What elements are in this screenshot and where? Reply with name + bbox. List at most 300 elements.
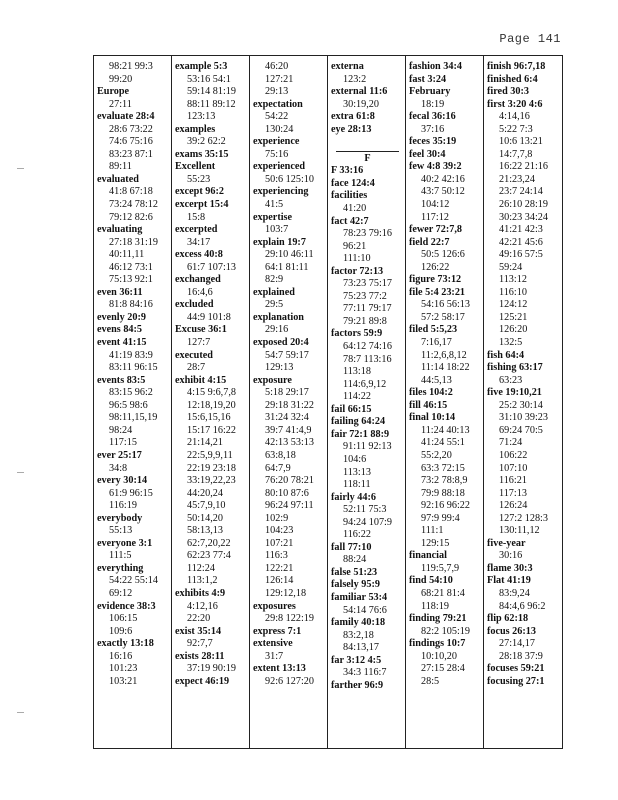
index-reference: 40:2 42:16 [421, 173, 465, 185]
index-reference: 119:5,7,9 [421, 562, 460, 574]
index-reference: 102:9 [265, 512, 289, 524]
index-reference: 28:6 73:22 [109, 123, 153, 135]
index-reference: 73:2 78:8,9 [421, 475, 468, 487]
index-term: exposure [253, 374, 292, 386]
index-reference: 94:24 107:9 [343, 516, 392, 528]
index-reference: 7:16,17 [421, 337, 452, 349]
index-term: face 124:4 [331, 177, 375, 189]
index-reference: 111:1 [421, 525, 444, 537]
index-term: Excuse 36:1 [175, 324, 227, 336]
index-reference: 83:15 96:2 [109, 387, 153, 399]
index-reference: 41:20 [343, 203, 367, 215]
index-term: focus 26:13 [487, 625, 536, 637]
index-column [406, 56, 484, 748]
index-term: except 96:2 [175, 186, 224, 198]
index-term: fair 72:1 88:9 [331, 428, 390, 440]
index-reference: 62:23 77:4 [187, 550, 231, 562]
index-term: fairly 44:6 [331, 491, 376, 503]
index-reference: 114:6,9,12 [343, 378, 387, 390]
index-term: final 10:14 [409, 412, 456, 424]
index-term: fail 66:15 [331, 403, 372, 415]
index-reference: 126:24 [499, 500, 528, 512]
index-term: Flat 41:19 [487, 575, 531, 587]
index-reference: 44:20,24 [187, 487, 223, 499]
index-term: exist 35:14 [175, 625, 222, 637]
index-reference: 81:8 84:16 [109, 299, 153, 311]
index-reference: 22:19 23:18 [187, 462, 236, 474]
index-term: focusing 27:1 [487, 675, 545, 687]
index-term: first 3:20 4:6 [487, 98, 543, 110]
index-reference: 79:21 89:8 [343, 315, 387, 327]
index-term: external 11:6 [331, 86, 388, 98]
index-term: exists 28:11 [175, 650, 225, 662]
index-reference: 45:7,9,10 [187, 500, 226, 512]
index-term: example 5:3 [175, 61, 228, 72]
index-term: feces 35:19 [409, 136, 457, 148]
index-reference: 73:24 78:12 [109, 199, 158, 211]
index-reference: 69:24 70:5 [499, 424, 543, 436]
index-column [328, 56, 406, 748]
index-reference: 43:7 50:12 [421, 186, 465, 198]
index-reference: 29:13 [265, 86, 289, 98]
punch-hole-mark [17, 168, 24, 169]
index-reference: 15:17 16:22 [187, 424, 236, 436]
index-term: factor 72:13 [331, 265, 384, 277]
index-reference: 40:11,11 [109, 249, 145, 261]
index-term: falsely 95:9 [331, 579, 380, 591]
index-reference: 34:17 [187, 236, 211, 248]
index-reference: 78:7 113:16 [343, 353, 392, 365]
index-reference: 106:15 [109, 613, 138, 625]
index-term: evenly 20:9 [97, 311, 146, 323]
index-reference: 25:2 30:14 [499, 399, 543, 411]
index-reference: 116:19 [109, 500, 137, 512]
index-term: explanation [253, 311, 304, 323]
index-reference: 88:11 89:12 [187, 98, 236, 110]
index-reference: 46:20 [265, 61, 289, 72]
index-reference: 126:14 [265, 575, 294, 587]
index-reference: 88:24 [343, 554, 367, 566]
index-reference: 118:19 [421, 600, 449, 612]
index-reference: 71:24 [499, 437, 523, 449]
index-reference: 11:14 18:22 [421, 362, 470, 374]
index-term: fact 42:7 [331, 215, 369, 227]
index-reference: 78:23 79:16 [343, 228, 392, 240]
index-term: executed [175, 349, 213, 361]
index-reference: 29:16 [265, 324, 289, 336]
index-reference: 126:22 [421, 261, 450, 273]
index-term: exactly 13:18 [97, 638, 154, 650]
index-reference: 29:8 122:19 [265, 613, 314, 625]
index-reference: 44:9 101:8 [187, 311, 231, 323]
index-reference: 16:4,6 [187, 286, 213, 298]
index-reference: 79:12 82:6 [109, 211, 153, 223]
index-reference: 83:11 96:15 [109, 362, 158, 374]
index-reference: 98:24 [109, 424, 133, 436]
index-reference: 82:9 [265, 274, 284, 286]
index-reference: 130:11,12 [499, 525, 540, 537]
index-reference: 27:14,17 [499, 638, 535, 650]
index-term: everything [97, 562, 144, 574]
index-reference: 103:21 [109, 675, 138, 687]
index-term: evens 84:5 [97, 324, 142, 336]
index-reference: 21:14,21 [187, 437, 223, 449]
index-reference: 42:21 45:6 [499, 236, 543, 248]
index-term: evaluate 28:4 [97, 111, 155, 123]
index-reference: 54:16 56:13 [421, 299, 470, 311]
index-reference: 52:11 75:3 [343, 504, 387, 516]
index-reference: 80:10 87:6 [265, 487, 309, 499]
index-term: exchanged [175, 274, 221, 286]
index-reference: 57:2 58:17 [421, 311, 465, 323]
index-reference: 49:16 57:5 [499, 249, 543, 261]
index-reference: 111:5 [109, 550, 132, 562]
index-reference: 113:13 [343, 466, 371, 478]
index-reference: 112:24 [187, 562, 215, 574]
index-reference: 41:24 55:1 [421, 437, 465, 449]
index-reference: 63:23 [499, 374, 523, 386]
index-reference: 83:23 87:1 [109, 148, 153, 160]
index-term: far 3:12 4:5 [331, 654, 382, 666]
index-reference: 75:23 77:2 [343, 290, 387, 302]
index-reference: 50:6 125:10 [265, 173, 314, 185]
index-reference: 123:2 [343, 73, 367, 85]
index-reference: 54:14 76:6 [343, 604, 387, 616]
index-reference: 113:12 [499, 274, 527, 286]
index-reference: 55:23 [187, 173, 211, 185]
index-reference: 10:10,20 [421, 650, 457, 662]
index-term: Excellent [175, 161, 216, 173]
index-reference: 116:21 [499, 475, 527, 487]
index-term: extensive [253, 638, 293, 650]
index-reference: 5:18 29:17 [265, 387, 309, 399]
index-reference: 126:20 [499, 324, 528, 336]
index-reference: 64:12 74:16 [343, 341, 392, 353]
index-reference: 26:10 28:19 [499, 199, 548, 211]
index-term: factors 59:9 [331, 328, 383, 340]
index-reference: 118:11 [343, 479, 371, 491]
index-reference: 113:1,2 [187, 575, 218, 587]
index-reference: 16:16 [109, 650, 133, 662]
index-term: explained [253, 286, 295, 298]
index-term: excluded [175, 299, 214, 311]
index-term: extra 61:8 [331, 111, 375, 123]
index-reference: 44:5,13 [421, 374, 452, 386]
index-term: fishing 63:17 [487, 362, 543, 374]
index-reference: 21:23,24 [499, 173, 535, 185]
index-reference: 39:2 62:2 [187, 136, 226, 148]
index-reference: 37:16 [421, 123, 445, 135]
index-reference: 92:7,7 [187, 638, 213, 650]
index-reference: 34:8 [109, 462, 128, 474]
index-term: extent 13:13 [253, 663, 306, 675]
index-reference: 104:6 [343, 453, 367, 465]
index-reference: 33:19,22,23 [187, 475, 236, 487]
index-reference: 117:13 [499, 487, 527, 499]
index-term: evidence 38:3 [97, 600, 156, 612]
index-reference: 34:3 116:7 [343, 667, 387, 679]
index-reference: 15:8 [187, 211, 206, 223]
index-reference: 129:13 [265, 362, 294, 374]
index-reference: 53:16 54:1 [187, 73, 231, 85]
index-reference: 116:22 [343, 529, 371, 541]
index-reference: 31:24 32:4 [265, 412, 309, 424]
index-reference: 14:7,7,8 [499, 148, 533, 160]
index-reference: 30:19,20 [343, 98, 379, 110]
index-term: evaluating [97, 224, 143, 236]
index-reference [330, 136, 405, 149]
index-reference: 79:9 88:18 [421, 487, 465, 499]
index-term: even 36:11 [97, 286, 143, 298]
index-reference: 29:18 31:22 [265, 399, 314, 411]
index-reference: 116:3 [265, 550, 288, 562]
index-term: fashion 34:4 [409, 61, 462, 72]
index-reference: 27:11 [109, 98, 132, 110]
index-column [484, 56, 562, 748]
index-reference: 96:5 98:6 [109, 399, 148, 411]
index-reference: 41:21 42:3 [499, 224, 543, 236]
index-reference: 123:13 [187, 111, 216, 123]
index-term: everybody [97, 512, 143, 524]
index-reference: 92:16 96:22 [421, 500, 470, 512]
index-reference: 109:6 [109, 625, 133, 637]
index-term: finish 96:7,18 [487, 61, 546, 72]
index-term: figure 73:12 [409, 274, 462, 286]
index-term: event 41:15 [97, 337, 147, 349]
index-term: filed 5:5,23 [409, 324, 458, 336]
index-reference: 83:2,18 [343, 629, 374, 641]
index-column [172, 56, 250, 748]
index-term: field 22:7 [409, 236, 450, 248]
index-term: February [409, 86, 451, 98]
index-reference: 113:18 [343, 366, 371, 378]
index-term: eye 28:13 [331, 123, 372, 135]
index-reference: 125:21 [499, 311, 528, 323]
index-term: file 5:4 23:21 [409, 286, 466, 298]
index-term: excerpted [175, 224, 218, 236]
index-term: five-year [487, 537, 526, 549]
index-reference: 76:20 78:21 [265, 475, 314, 487]
index-reference: 73:23 75:17 [343, 278, 392, 290]
index-term: excess 40:8 [175, 249, 223, 261]
index-reference: 58:13,13 [187, 525, 223, 537]
index-reference: 107:21 [265, 537, 294, 549]
index-term: family 40:18 [331, 617, 386, 629]
index-reference: 99:20 [109, 73, 133, 85]
index-reference: 69:12 [109, 587, 133, 599]
index-reference: 31:7 [265, 650, 284, 662]
index-reference: 28:18 37:9 [499, 650, 543, 662]
index-reference: 61:7 107:13 [187, 261, 236, 273]
index-term: finding 79:21 [409, 613, 467, 625]
index-reference: 127:2 128:3 [499, 512, 548, 524]
index-term: examples [175, 123, 216, 135]
page-number-header: Page 141 [499, 32, 561, 46]
index-reference: 89:11 [109, 161, 132, 173]
index-term: fish 64:4 [487, 349, 525, 361]
index-reference: 77:11 79:17 [343, 303, 392, 315]
index-term: experiencing [253, 186, 309, 198]
index-term: exposures [253, 600, 296, 612]
index-reference: 37:19 90:19 [187, 663, 236, 675]
index-reference: 63:3 72:15 [421, 462, 465, 474]
index-term: finished 6:4 [487, 73, 538, 85]
index-reference: 106:22 [499, 449, 528, 461]
index-reference: 10:6 13:21 [499, 136, 543, 148]
index-term: farther 96:9 [331, 679, 384, 691]
index-reference: 27:15 28:4 [421, 663, 465, 675]
index-term: expectation [253, 98, 303, 110]
index-term: familiar 53:4 [331, 591, 388, 603]
index-term: expect 46:19 [175, 675, 230, 687]
index-reference: 41:19 83:9 [109, 349, 153, 361]
index-reference: 11:24 40:13 [421, 424, 470, 436]
index-reference: 114:22 [343, 391, 371, 403]
word-index-table [93, 55, 563, 749]
index-reference: 59:14 81:19 [187, 86, 236, 98]
index-reference: 41:5 [265, 199, 284, 211]
index-reference: 96:24 97:11 [265, 500, 314, 512]
index-reference: 55:13 [109, 525, 133, 537]
index-reference: 41:8 67:18 [109, 186, 153, 198]
index-term: Europe [97, 86, 130, 98]
index-term: externa [331, 61, 364, 72]
index-reference: 15:6,15,16 [187, 412, 231, 424]
index-reference: 22:5,9,9,11 [187, 449, 233, 461]
index-reference: 127:21 [265, 73, 294, 85]
index-term: focuses 59:21 [487, 663, 545, 675]
index-reference: 129:15 [421, 537, 450, 549]
index-reference: 74:6 75:16 [109, 136, 153, 148]
punch-hole-mark [17, 472, 24, 473]
index-term: few 4:8 39:2 [409, 161, 462, 173]
index-term: fill 46:15 [409, 399, 448, 411]
index-reference: 39:7 41:4,9 [265, 424, 312, 436]
index-term: flip 62:18 [487, 613, 529, 625]
index-term: flame 30:3 [487, 562, 533, 574]
index-reference: 16:22 21:16 [499, 161, 548, 173]
index-reference: 28:7 [187, 362, 206, 374]
index-reference: 111:10 [343, 253, 371, 265]
index-column [250, 56, 328, 748]
index-reference: 132:5 [499, 337, 523, 349]
index-reference: 83:9,24 [499, 587, 530, 599]
index-reference: 4:12,16 [187, 600, 218, 612]
index-reference: 124:12 [499, 299, 528, 311]
index-term: exhibits 4:9 [175, 587, 226, 599]
index-reference: 127:7 [187, 337, 211, 349]
index-reference: 101:23 [109, 663, 138, 675]
index-term: financial [409, 550, 447, 562]
index-reference: 96:21 [343, 240, 367, 252]
index-reference: 64:7,9 [265, 462, 291, 474]
index-reference: 122:21 [265, 562, 294, 574]
index-reference: 4:15 9:6,7,8 [187, 387, 236, 399]
index-reference: 22:20 [187, 613, 211, 625]
index-reference: 84:4,6 96:2 [499, 600, 546, 612]
index-reference: 27:18 31:19 [109, 236, 158, 248]
index-term: every 30:14 [97, 475, 148, 487]
index-term: F 33:16 [331, 165, 364, 177]
index-term: excerpt 15:4 [175, 199, 229, 211]
index-column [94, 56, 172, 748]
index-term: five 19:10,21 [487, 387, 542, 399]
index-reference: 12:18,19,20 [187, 399, 236, 411]
index-term: fired 30:3 [487, 86, 529, 98]
index-term: facilities [331, 190, 368, 202]
index-reference: 55:2,20 [421, 449, 452, 461]
index-reference: 46:12 73:1 [109, 261, 153, 273]
index-term: fewer 72:7,8 [409, 224, 462, 236]
index-reference: 75:13 92:1 [109, 274, 153, 286]
index-reference: 129:12,18 [265, 587, 307, 599]
index-reference: 116:10 [499, 286, 527, 298]
index-reference: 54:7 59:17 [265, 349, 309, 361]
index-term: files 104:2 [409, 387, 453, 399]
index-term: everyone 3:1 [97, 537, 153, 549]
index-reference: 30:16 [499, 550, 523, 562]
index-reference: 5:22 7:3 [499, 123, 533, 135]
index-reference: 30:23 34:24 [499, 211, 548, 223]
index-reference: 61:9 96:15 [109, 487, 153, 499]
index-reference: 84:13,17 [343, 642, 379, 654]
index-term: experience [253, 136, 300, 148]
index-reference: 104:23 [265, 525, 294, 537]
section-letter: F [336, 151, 399, 166]
punch-hole-mark [17, 712, 24, 713]
index-reference: 4:14,16 [499, 111, 530, 123]
index-reference: 98:11,15,19 [109, 412, 158, 424]
index-term: fall 77:10 [331, 541, 372, 553]
index-reference: 54:22 55:14 [109, 575, 158, 587]
index-term: exhibit 4:15 [175, 374, 227, 386]
index-reference: 50:14,20 [187, 512, 223, 524]
index-term: explain 19:7 [253, 236, 306, 248]
index-term: findings 10:7 [409, 638, 466, 650]
index-term: evaluated [97, 173, 139, 185]
index-reference: 59:24 [499, 261, 523, 273]
index-reference: 68:21 81:4 [421, 587, 465, 599]
index-reference: 50:5 126:6 [421, 249, 465, 261]
index-reference: 63:8,18 [265, 449, 296, 461]
index-reference: 82:2 105:19 [421, 625, 470, 637]
index-term: exams 35:15 [175, 148, 229, 160]
index-reference: 117:12 [421, 211, 449, 223]
index-reference: 75:16 [265, 148, 289, 160]
index-reference: 117:15 [109, 437, 137, 449]
index-reference: 42:13 53:13 [265, 437, 314, 449]
index-reference: 104:12 [421, 199, 450, 211]
index-reference: 92:6 127:20 [265, 675, 314, 687]
index-term: fecal 36:16 [409, 111, 456, 123]
index-term: find 54:10 [409, 575, 453, 587]
index-reference: 103:7 [265, 224, 289, 236]
index-term: express 7:1 [253, 625, 302, 637]
index-term: ever 25:17 [97, 449, 142, 461]
index-term: fast 3:24 [409, 73, 447, 85]
index-reference: 62:7,20,22 [187, 537, 231, 549]
index-reference: 97:9 99:4 [421, 512, 460, 524]
index-term: events 83:5 [97, 374, 146, 386]
index-reference: 11:2,6,8,12 [421, 349, 467, 361]
index-reference: 18:19 [421, 98, 445, 110]
index-reference: 64:1 81:11 [265, 261, 309, 273]
index-term: failing 64:24 [331, 416, 386, 428]
index-term: experienced [253, 161, 306, 173]
index-term: feel 30:4 [409, 148, 446, 160]
index-reference: 28:5 [421, 675, 440, 687]
index-reference: 91:11 92:13 [343, 441, 392, 453]
